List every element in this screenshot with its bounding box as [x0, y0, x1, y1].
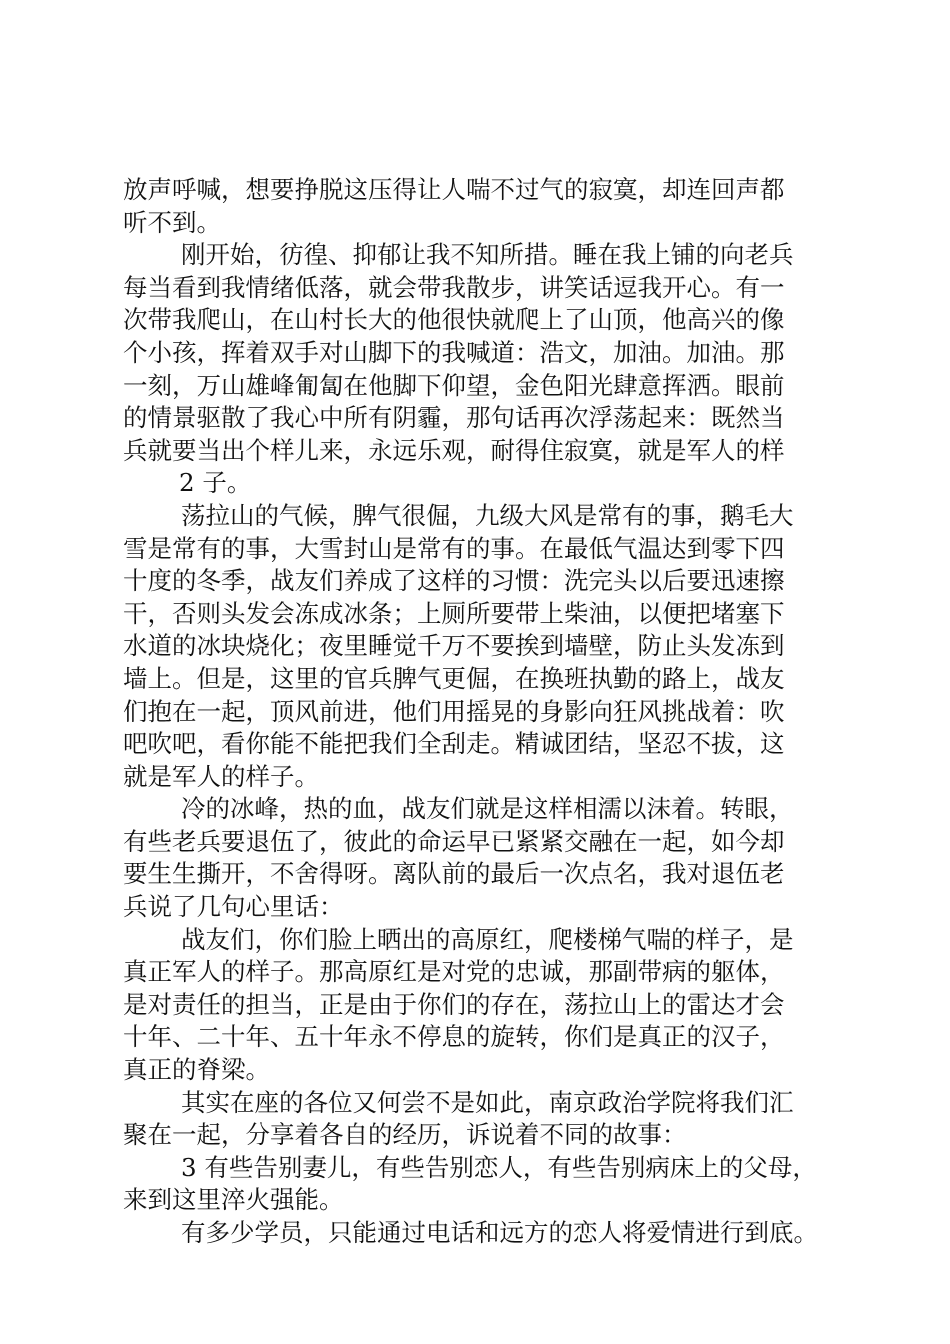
text-line: 的情景驱散了我心中所有阴霾，那句话再次浮荡起来：既然当: [123, 403, 785, 433]
text-line: 真正的脊梁。: [123, 1055, 270, 1085]
paragraph-start: 有多少学员，只能通过电话和远方的恋人将爱情进行到底。: [181, 1218, 818, 1247]
text-line: 吧吹吧，看你能不能把我们全刮走。精诚团结，坚忍不拔，这: [123, 729, 785, 759]
paragraph-start: 战友们，你们脸上晒出的高原红，爬楼梯气喘的样子，是: [181, 924, 794, 954]
text-line: 有些老兵要退伍了，彼此的命运早已紧紧交融在一起，如今却: [123, 826, 785, 856]
text-line: 们抱在一起，顶风前进，他们用摇晃的身影向狂风挑战着：吹: [123, 696, 785, 726]
paragraph-start: 其实在座的各位又何尝不是如此，南京政治学院将我们汇: [181, 1087, 794, 1117]
text-line: 雪是常有的事，大雪封山是常有的事。在最低气温达到零下四: [123, 533, 785, 563]
text-line: 真正军人的样子。那高原红是对党的忠诚，那副带病的躯体，: [123, 957, 785, 987]
paragraph-start: 冷的冰峰，热的血，战友们就是这样相濡以沫着。转眼，: [181, 794, 794, 824]
text-line: 聚在一起，分享着各自的经历，诉说着不同的故事：: [123, 1120, 687, 1150]
text-line: 干，否则头发会冻成冰条；上厕所要带上柴油，以便把堵塞下: [123, 598, 785, 628]
text-line: 墙上。但是，这里的官兵脾气更倔，在换班执勤的路上，战友: [123, 663, 785, 693]
text-line: 一刻，万山雄峰匍匐在他脚下仰望，金色阳光肆意挥洒。眼前: [123, 370, 785, 400]
text-line: 十度的冬季，战友们养成了这样的习惯：洗完头以后要迅速擦: [123, 566, 785, 596]
text-line: 要生生撕开，不舍得呀。离队前的最后一次点名，我对退伍老: [123, 859, 785, 889]
text-line: 是对责任的担当，正是由于你们的存在，荡拉山上的雷达才会: [123, 989, 785, 1019]
text-line: 次带我爬山，在山村长大的他很快就爬上了山顶，他高兴的像: [123, 305, 785, 335]
text-line: 放声呼喊，想要挣脱这压得让人喘不过气的寂寞，却连回声都: [123, 175, 785, 204]
paragraph-start: 3 有些告别妻儿，有些告别恋人，有些告别病床上的父母，: [181, 1152, 817, 1182]
page-number-line: 2 子。: [179, 468, 252, 498]
text-line: 兵说了几句心里话：: [123, 892, 344, 922]
text-line: 就是军人的样子。: [123, 761, 319, 791]
body-text: [123, 174, 833, 1250]
paragraph-start: 荡拉山的气候，脾气很倔，九级大风是常有的事，鹅毛大: [181, 500, 794, 530]
text-line: 个小孩，挥着双手对山脚下的我喊道：浩文，加油。加油。那: [123, 337, 785, 367]
text-line: 来到这里淬火强能。: [123, 1185, 344, 1215]
text-line: 水道的冰块烧化；夜里睡觉千万不要挨到墙壁，防止头发冻到: [123, 631, 785, 661]
text-line: 听不到。: [123, 207, 221, 237]
text-line: 十年、二十年、五十年永不停息的旋转，你们是真正的汉子，: [123, 1022, 785, 1052]
paragraph-start: 刚开始，彷徨、抑郁让我不知所措。睡在我上铺的向老兵: [181, 240, 794, 270]
text-line: 兵就要当出个样儿来，永远乐观，耐得住寂寞，就是军人的样: [123, 435, 785, 465]
text-line: 每当看到我情绪低落，就会带我散步，讲笑话逗我开心。有一: [123, 272, 785, 302]
